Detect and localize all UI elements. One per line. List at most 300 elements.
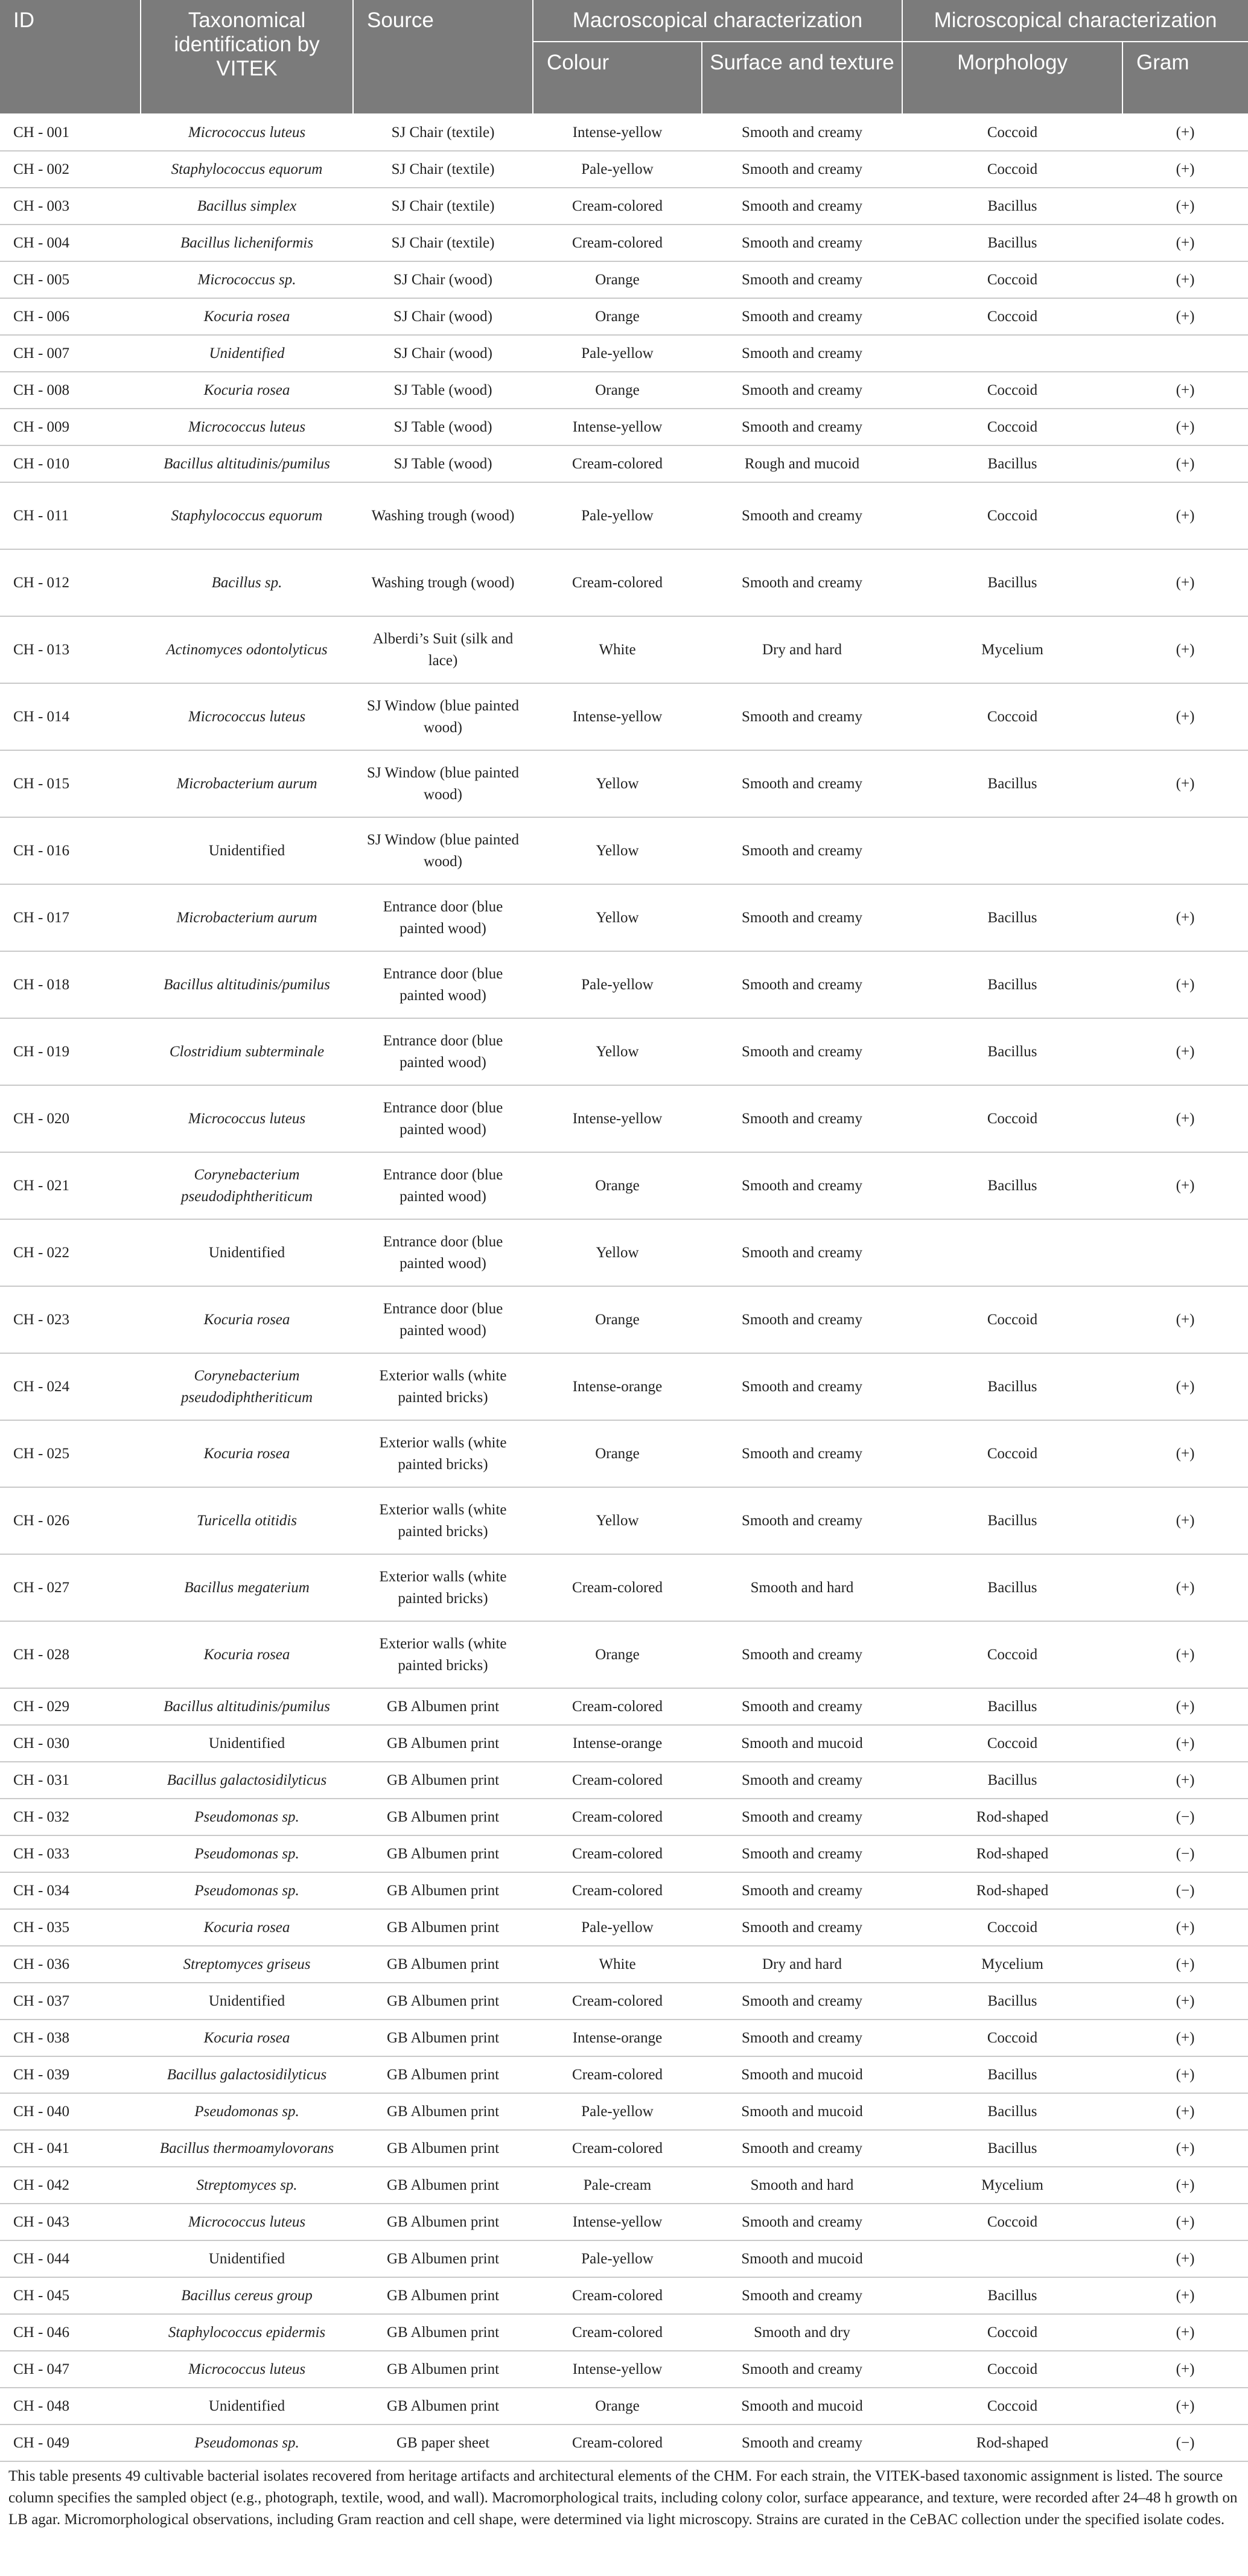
cell-colour: Orange	[533, 372, 702, 409]
cell-id: CH - 012	[0, 549, 141, 616]
cell-gram	[1122, 1219, 1248, 1286]
cell-colour: Orange	[533, 1286, 702, 1353]
cell-gram: (+)	[1122, 1688, 1248, 1725]
cell-surface: Smooth and creamy	[702, 114, 902, 151]
cell-id: CH - 042	[0, 2167, 141, 2204]
cell-gram: (+)	[1122, 884, 1248, 951]
cell-id: CH - 003	[0, 188, 141, 225]
cell-colour: Cream-colored	[533, 1872, 702, 1909]
cell-colour: Pale-yellow	[533, 951, 702, 1018]
cell-surface: Smooth and dry	[702, 2314, 902, 2351]
cell-id: CH - 044	[0, 2240, 141, 2277]
cell-taxon: Micrococcus luteus	[141, 2351, 353, 2388]
cell-gram: (+)	[1122, 261, 1248, 298]
cell-taxon: Kocuria rosea	[141, 1420, 353, 1487]
cell-gram: (+)	[1122, 445, 1248, 482]
table-row	[0, 151, 1248, 188]
cell-taxon: Micrococcus luteus	[141, 114, 353, 151]
cell-gram: (+)	[1122, 114, 1248, 151]
cell-colour: Yellow	[533, 1219, 702, 1286]
cell-morphology: Coccoid	[902, 261, 1122, 298]
table-header	[0, 0, 1248, 114]
cell-morphology: Coccoid	[902, 372, 1122, 409]
cell-source: Entrance door (blue painted wood)	[353, 1286, 533, 1353]
cell-id: CH - 032	[0, 1799, 141, 1835]
table-row	[0, 1835, 1248, 1872]
cell-gram: (+)	[1122, 1286, 1248, 1353]
cell-taxon: Pseudomonas sp.	[141, 2093, 353, 2130]
table-row	[0, 2351, 1248, 2388]
cell-colour: Intense-orange	[533, 1353, 702, 1420]
cell-taxon: Microbacterium aurum	[141, 750, 353, 817]
cell-id: CH - 041	[0, 2130, 141, 2167]
cell-taxon: Kocuria rosea	[141, 372, 353, 409]
cell-colour: Cream-colored	[533, 1835, 702, 1872]
cell-morphology: Coccoid	[902, 1286, 1122, 1353]
table-row	[0, 2277, 1248, 2314]
cell-taxon: Unidentified	[141, 335, 353, 372]
cell-gram	[1122, 817, 1248, 884]
cell-id: CH - 016	[0, 817, 141, 884]
cell-source: SJ Chair (wood)	[353, 335, 533, 372]
cell-morphology: Coccoid	[902, 114, 1122, 151]
cell-morphology: Coccoid	[902, 1085, 1122, 1152]
cell-gram: (+)	[1122, 549, 1248, 616]
cell-source: GB Albumen print	[353, 2314, 533, 2351]
cell-colour: Pale-yellow	[533, 335, 702, 372]
cell-source: GB Albumen print	[353, 2204, 533, 2240]
table-row	[0, 884, 1248, 951]
cell-colour: Orange	[533, 1420, 702, 1487]
table-row	[0, 683, 1248, 750]
cell-surface: Smooth and creamy	[702, 372, 902, 409]
cell-taxon: Bacillus simplex	[141, 188, 353, 225]
cell-source: SJ Table (wood)	[353, 445, 533, 482]
cell-colour: Intense-yellow	[533, 1085, 702, 1152]
cell-colour: Pale-yellow	[533, 2093, 702, 2130]
cell-colour: Yellow	[533, 817, 702, 884]
cell-gram: (−)	[1122, 2425, 1248, 2461]
cell-id: CH - 018	[0, 951, 141, 1018]
cell-gram: (+)	[1122, 2020, 1248, 2056]
cell-taxon: Corynebacterium pseudodiphtheriticum	[141, 1152, 353, 1219]
cell-taxon: Streptomyces sp.	[141, 2167, 353, 2204]
cell-gram: (+)	[1122, 1487, 1248, 1554]
cell-taxon: Pseudomonas sp.	[141, 2425, 353, 2461]
cell-morphology: Rod-shaped	[902, 2425, 1122, 2461]
cell-gram: (+)	[1122, 188, 1248, 225]
cell-colour: Orange	[533, 298, 702, 335]
cell-surface: Smooth and creamy	[702, 1487, 902, 1554]
cell-morphology: Rod-shaped	[902, 1872, 1122, 1909]
cell-source: Entrance door (blue painted wood)	[353, 1085, 533, 1152]
cell-source: Entrance door (blue painted wood)	[353, 884, 533, 951]
cell-taxon: Pseudomonas sp.	[141, 1872, 353, 1909]
header-taxonomy: Taxonomical identification by VITEK	[141, 0, 353, 114]
cell-taxon: Micrococcus luteus	[141, 1085, 353, 1152]
cell-taxon: Kocuria rosea	[141, 1621, 353, 1688]
cell-taxon: Unidentified	[141, 2240, 353, 2277]
cell-id: CH - 023	[0, 1286, 141, 1353]
cell-gram: (−)	[1122, 1872, 1248, 1909]
cell-gram: (+)	[1122, 2277, 1248, 2314]
cell-taxon: Bacillus altitudinis/pumilus	[141, 1688, 353, 1725]
table-row	[0, 482, 1248, 549]
cell-source: Washing trough (wood)	[353, 549, 533, 616]
cell-gram: (+)	[1122, 683, 1248, 750]
table-row	[0, 1872, 1248, 1909]
cell-id: CH - 028	[0, 1621, 141, 1688]
cell-colour: Orange	[533, 1152, 702, 1219]
cell-taxon: Micrococcus luteus	[141, 2204, 353, 2240]
table-row	[0, 1152, 1248, 1219]
cell-morphology: Bacillus	[902, 1018, 1122, 1085]
cell-colour: Cream-colored	[533, 2056, 702, 2093]
cell-source: Entrance door (blue painted wood)	[353, 1018, 533, 1085]
table-row	[0, 2093, 1248, 2130]
cell-colour: Cream-colored	[533, 2277, 702, 2314]
table-row	[0, 1219, 1248, 1286]
cell-morphology	[902, 1219, 1122, 1286]
cell-morphology: Bacillus	[902, 2277, 1122, 2314]
cell-colour: Intense-yellow	[533, 114, 702, 151]
cell-gram: (+)	[1122, 1554, 1248, 1621]
cell-id: CH - 043	[0, 2204, 141, 2240]
cell-id: CH - 006	[0, 298, 141, 335]
cell-surface: Smooth and creamy	[702, 1909, 902, 1946]
cell-gram: (+)	[1122, 1621, 1248, 1688]
cell-taxon: Staphylococcus equorum	[141, 482, 353, 549]
cell-surface: Smooth and hard	[702, 1554, 902, 1621]
cell-surface: Smooth and creamy	[702, 225, 902, 261]
cell-source: Exterior walls (white painted bricks)	[353, 1353, 533, 1420]
cell-surface: Smooth and creamy	[702, 2277, 902, 2314]
cell-taxon: Unidentified	[141, 817, 353, 884]
cell-morphology: Mycelium	[902, 616, 1122, 683]
cell-gram: (+)	[1122, 298, 1248, 335]
table-row	[0, 2240, 1248, 2277]
cell-surface: Smooth and creamy	[702, 151, 902, 188]
cell-surface: Smooth and creamy	[702, 951, 902, 1018]
cell-source: GB Albumen print	[353, 2167, 533, 2204]
cell-colour: Pale-yellow	[533, 2240, 702, 2277]
cell-surface: Smooth and creamy	[702, 2425, 902, 2461]
cell-colour: Cream-colored	[533, 549, 702, 616]
table-row	[0, 1353, 1248, 1420]
cell-surface: Rough and mucoid	[702, 445, 902, 482]
cell-gram: (+)	[1122, 2351, 1248, 2388]
table-caption: This table presents 49 cultivable bacterial isolates recovered from heritage artifacts and architectural elements of the CHM. For each strain, the VITEK-based taxonomic assignment is listed. The source column specifies the sampled object (e.g., photograph, textile, wood, and wall). Macromorphological traits, including colony color, surface appearance, and texture, were recorded after 24–48 h growth on LB agar. Micromorphological observations, including Gram reaction and cell shape, were determined via light microscopy. Strains are curated in the CeBAC collection under the specified isolate codes.	[8, 2468, 1238, 2528]
cell-taxon: Corynebacterium pseudodiphtheriticum	[141, 1353, 353, 1420]
cell-surface: Smooth and mucoid	[702, 2388, 902, 2425]
table-row	[0, 225, 1248, 261]
cell-surface: Smooth and creamy	[702, 482, 902, 549]
table-row	[0, 1621, 1248, 1688]
cell-id: CH - 019	[0, 1018, 141, 1085]
cell-gram: (+)	[1122, 1018, 1248, 1085]
cell-id: CH - 009	[0, 409, 141, 445]
cell-surface: Smooth and creamy	[702, 2351, 902, 2388]
header-gram: Gram	[1122, 42, 1248, 114]
cell-surface: Smooth and creamy	[702, 188, 902, 225]
cell-surface: Smooth and creamy	[702, 1872, 902, 1909]
cell-taxon: Bacillus sp.	[141, 549, 353, 616]
cell-source: SJ Chair (textile)	[353, 114, 533, 151]
cell-source: Exterior walls (white painted bricks)	[353, 1621, 533, 1688]
cell-taxon: Micrococcus luteus	[141, 409, 353, 445]
cell-source: Entrance door (blue painted wood)	[353, 1152, 533, 1219]
cell-taxon: Staphylococcus equorum	[141, 151, 353, 188]
cell-colour: Pale-yellow	[533, 1909, 702, 1946]
cell-surface: Smooth and creamy	[702, 1152, 902, 1219]
cell-id: CH - 031	[0, 1762, 141, 1799]
cell-source: GB Albumen print	[353, 1983, 533, 2020]
cell-gram: (+)	[1122, 1725, 1248, 1762]
cell-gram: (+)	[1122, 2388, 1248, 2425]
cell-gram: (+)	[1122, 2056, 1248, 2093]
cell-id: CH - 013	[0, 616, 141, 683]
cell-morphology: Mycelium	[902, 2167, 1122, 2204]
cell-morphology: Coccoid	[902, 409, 1122, 445]
table-row	[0, 1085, 1248, 1152]
table-row	[0, 2020, 1248, 2056]
cell-colour: White	[533, 1946, 702, 1983]
cell-colour: Yellow	[533, 750, 702, 817]
cell-gram: (+)	[1122, 372, 1248, 409]
cell-id: CH - 037	[0, 1983, 141, 2020]
cell-morphology: Coccoid	[902, 1621, 1122, 1688]
cell-morphology: Bacillus	[902, 445, 1122, 482]
cell-taxon: Clostridium subterminale	[141, 1018, 353, 1085]
cell-id: CH - 049	[0, 2425, 141, 2461]
cell-id: CH - 034	[0, 1872, 141, 1909]
cell-source: GB Albumen print	[353, 2277, 533, 2314]
table-row	[0, 335, 1248, 372]
cell-id: CH - 020	[0, 1085, 141, 1152]
table-row	[0, 1799, 1248, 1835]
cell-surface: Smooth and creamy	[702, 2130, 902, 2167]
cell-surface: Smooth and creamy	[702, 1420, 902, 1487]
cell-taxon: Bacillus cereus group	[141, 2277, 353, 2314]
cell-taxon: Kocuria rosea	[141, 1909, 353, 1946]
cell-surface: Smooth and mucoid	[702, 2093, 902, 2130]
cell-morphology	[902, 817, 1122, 884]
cell-morphology: Coccoid	[902, 2020, 1122, 2056]
table-row	[0, 445, 1248, 482]
cell-taxon: Unidentified	[141, 1983, 353, 2020]
cell-id: CH - 024	[0, 1353, 141, 1420]
cell-gram: (+)	[1122, 151, 1248, 188]
cell-morphology: Bacillus	[902, 188, 1122, 225]
cell-id: CH - 005	[0, 261, 141, 298]
cell-source: GB Albumen print	[353, 2351, 533, 2388]
cell-morphology: Coccoid	[902, 2351, 1122, 2388]
table-row	[0, 951, 1248, 1018]
cell-taxon: Bacillus thermoamylovorans	[141, 2130, 353, 2167]
table-row	[0, 1554, 1248, 1621]
cell-source: Alberdi’s Suit (silk and lace)	[353, 616, 533, 683]
cell-morphology	[902, 2240, 1122, 2277]
cell-colour: Pale-cream	[533, 2167, 702, 2204]
cell-id: CH - 040	[0, 2093, 141, 2130]
table-row	[0, 1420, 1248, 1487]
cell-colour: Intense-orange	[533, 1725, 702, 1762]
cell-source: SJ Chair (textile)	[353, 151, 533, 188]
cell-colour: Cream-colored	[533, 445, 702, 482]
cell-source: GB Albumen print	[353, 2020, 533, 2056]
cell-surface: Smooth and creamy	[702, 750, 902, 817]
table-row	[0, 750, 1248, 817]
table-row	[0, 1286, 1248, 1353]
cell-colour: Cream-colored	[533, 2130, 702, 2167]
cell-source: SJ Chair (wood)	[353, 261, 533, 298]
cell-colour: Intense-yellow	[533, 2204, 702, 2240]
cell-colour: Yellow	[533, 1487, 702, 1554]
cell-surface: Smooth and creamy	[702, 335, 902, 372]
table-row	[0, 1946, 1248, 1983]
cell-source: SJ Table (wood)	[353, 372, 533, 409]
cell-colour: Pale-yellow	[533, 151, 702, 188]
cell-gram: (+)	[1122, 2240, 1248, 2277]
cell-morphology: Bacillus	[902, 2056, 1122, 2093]
table-row	[0, 616, 1248, 683]
cell-taxon: Micrococcus luteus	[141, 683, 353, 750]
cell-surface: Smooth and creamy	[702, 1621, 902, 1688]
cell-id: CH - 002	[0, 151, 141, 188]
cell-morphology: Rod-shaped	[902, 1799, 1122, 1835]
cell-gram: (+)	[1122, 1152, 1248, 1219]
cell-id: CH - 015	[0, 750, 141, 817]
cell-morphology: Bacillus	[902, 951, 1122, 1018]
cell-morphology: Coccoid	[902, 683, 1122, 750]
cell-morphology: Coccoid	[902, 2388, 1122, 2425]
cell-colour: Intense-yellow	[533, 683, 702, 750]
cell-gram: (+)	[1122, 2167, 1248, 2204]
cell-source: SJ Window (blue painted wood)	[353, 683, 533, 750]
cell-id: CH - 008	[0, 372, 141, 409]
cell-taxon: Actinomyces odontolyticus	[141, 616, 353, 683]
cell-surface: Smooth and creamy	[702, 409, 902, 445]
cell-surface: Dry and hard	[702, 616, 902, 683]
cell-morphology: Bacillus	[902, 1487, 1122, 1554]
cell-gram: (+)	[1122, 951, 1248, 1018]
cell-colour: Cream-colored	[533, 225, 702, 261]
cell-surface: Smooth and mucoid	[702, 1725, 902, 1762]
table-body	[0, 114, 1248, 2461]
header-morphology: Morphology	[902, 42, 1122, 114]
cell-colour: Intense-yellow	[533, 2351, 702, 2388]
table-row	[0, 817, 1248, 884]
table-row	[0, 2388, 1248, 2425]
cell-morphology: Coccoid	[902, 1420, 1122, 1487]
cell-gram: (+)	[1122, 225, 1248, 261]
cell-taxon: Pseudomonas sp.	[141, 1799, 353, 1835]
table-row	[0, 2314, 1248, 2351]
cell-source: GB Albumen print	[353, 1688, 533, 1725]
cell-source: Exterior walls (white painted bricks)	[353, 1420, 533, 1487]
header-surface: Surface and texture	[702, 42, 902, 114]
cell-source: Washing trough (wood)	[353, 482, 533, 549]
cell-surface: Smooth and creamy	[702, 1219, 902, 1286]
cell-gram: (+)	[1122, 1762, 1248, 1799]
cell-taxon: Bacillus galactosidilyticus	[141, 1762, 353, 1799]
cell-id: CH - 017	[0, 884, 141, 951]
cell-morphology: Bacillus	[902, 1762, 1122, 1799]
cell-surface: Smooth and creamy	[702, 1835, 902, 1872]
cell-morphology: Coccoid	[902, 298, 1122, 335]
table-row	[0, 1487, 1248, 1554]
cell-source: GB Albumen print	[353, 2388, 533, 2425]
cell-surface: Smooth and creamy	[702, 261, 902, 298]
table-row	[0, 2167, 1248, 2204]
table-row	[0, 188, 1248, 225]
cell-taxon: Bacillus altitudinis/pumilus	[141, 951, 353, 1018]
table-row	[0, 2130, 1248, 2167]
cell-surface: Smooth and creamy	[702, 1286, 902, 1353]
cell-gram: (+)	[1122, 1353, 1248, 1420]
cell-colour: Cream-colored	[533, 1762, 702, 1799]
cell-gram: (+)	[1122, 409, 1248, 445]
cell-morphology: Bacillus	[902, 1554, 1122, 1621]
cell-morphology: Rod-shaped	[902, 1835, 1122, 1872]
cell-morphology: Bacillus	[902, 1688, 1122, 1725]
cell-morphology: Coccoid	[902, 151, 1122, 188]
table-row	[0, 1983, 1248, 2020]
cell-surface: Smooth and creamy	[702, 1983, 902, 2020]
cell-taxon: Staphylococcus epidermis	[141, 2314, 353, 2351]
cell-morphology: Mycelium	[902, 1946, 1122, 1983]
cell-surface: Smooth and hard	[702, 2167, 902, 2204]
cell-taxon: Pseudomonas sp.	[141, 1835, 353, 1872]
cell-source: GB Albumen print	[353, 1762, 533, 1799]
cell-surface: Smooth and creamy	[702, 1688, 902, 1725]
cell-id: CH - 026	[0, 1487, 141, 1554]
cell-surface: Smooth and creamy	[702, 1018, 902, 1085]
cell-source: Entrance door (blue painted wood)	[353, 1219, 533, 1286]
cell-id: CH - 025	[0, 1420, 141, 1487]
cell-id: CH - 038	[0, 2020, 141, 2056]
cell-source: SJ Window (blue painted wood)	[353, 750, 533, 817]
cell-colour: Yellow	[533, 884, 702, 951]
table-row	[0, 2425, 1248, 2461]
cell-surface: Smooth and mucoid	[702, 2056, 902, 2093]
header-id: ID	[0, 0, 141, 114]
cell-id: CH - 021	[0, 1152, 141, 1219]
cell-taxon: Bacillus galactosidilyticus	[141, 2056, 353, 2093]
table-row	[0, 1909, 1248, 1946]
cell-taxon: Streptomyces griseus	[141, 1946, 353, 1983]
cell-colour: Cream-colored	[533, 1688, 702, 1725]
cell-source: SJ Chair (textile)	[353, 225, 533, 261]
cell-id: CH - 029	[0, 1688, 141, 1725]
cell-source: SJ Chair (textile)	[353, 188, 533, 225]
cell-colour: Cream-colored	[533, 2314, 702, 2351]
cell-morphology: Bacillus	[902, 750, 1122, 817]
cell-id: CH - 047	[0, 2351, 141, 2388]
cell-source: SJ Table (wood)	[353, 409, 533, 445]
cell-gram: (+)	[1122, 482, 1248, 549]
table-row	[0, 2204, 1248, 2240]
cell-source: GB Albumen print	[353, 2130, 533, 2167]
cell-surface: Smooth and creamy	[702, 2204, 902, 2240]
cell-id: CH - 045	[0, 2277, 141, 2314]
cell-gram: (+)	[1122, 2093, 1248, 2130]
cell-id: CH - 007	[0, 335, 141, 372]
cell-gram: (+)	[1122, 2130, 1248, 2167]
cell-taxon: Bacillus licheniformis	[141, 225, 353, 261]
cell-gram: (+)	[1122, 1909, 1248, 1946]
cell-surface: Smooth and creamy	[702, 1085, 902, 1152]
